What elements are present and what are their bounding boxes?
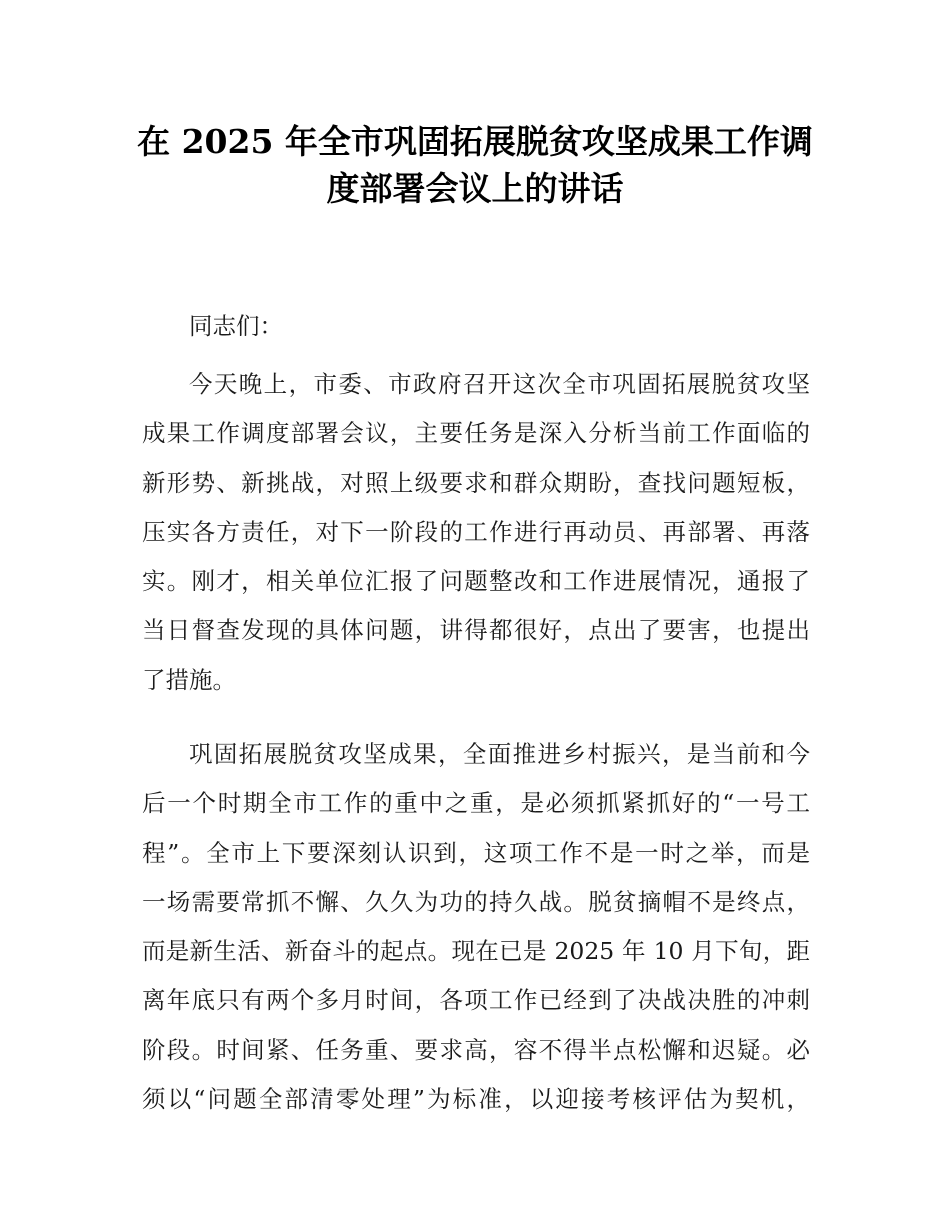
paragraph-line: 当日督查发现的具体问题，讲得都很好，点出了要害，也提出 xyxy=(142,616,810,645)
paragraph-line: 了措施。 xyxy=(142,665,236,694)
paragraph-line: 成果工作调度部署会议，主要任务是深入分析当前工作面临的 xyxy=(142,419,810,448)
paragraph-line: 压实各方责任，对下一阶段的工作进行再动员、再部署、再落 xyxy=(142,517,810,546)
paragraph-line: 新形势、新挑战，对照上级要求和群众期盼，查找问题短板， xyxy=(142,468,810,497)
title-line: 在 2025 年全市巩固拓展脱贫攻坚成果工作调 xyxy=(137,122,813,161)
paragraph-line: 离年底只有两个多月时间，各项工作已经到了决战决胜的冲刺 xyxy=(142,986,810,1015)
paragraph-line: 后一个时期全市工作的重中之重，是必须抓紧抓好的“一号工 xyxy=(142,789,810,818)
title-line: 度部署会议上的讲话 xyxy=(326,169,624,208)
document-title xyxy=(130,118,820,212)
paragraph-line: 程”。全市上下要深刻认识到，这项工作不是一时之举，而是 xyxy=(142,838,810,867)
paragraph-line: 今天晚上，市委、市政府召开这次全市巩固拓展脱贫攻坚 xyxy=(189,370,810,398)
salutation-text: 同志们： xyxy=(189,312,283,340)
paragraph-line: 巩固拓展脱贫攻坚成果，全面推进乡村振兴，是当前和今 xyxy=(189,740,810,768)
paragraph-1 xyxy=(142,360,810,705)
paragraph-line: 须以“问题全部清零处理”为标准，以迎接考核评估为契机， xyxy=(142,1085,810,1114)
paragraph-line: 而是新生活、新奋斗的起点。现在已是 2025 年 10 月下旬，距 xyxy=(142,937,810,966)
paragraph-2 xyxy=(142,730,810,1124)
paragraph-line: 实。刚才，相关单位汇报了问题整改和工作进展情况，通报了 xyxy=(142,567,810,596)
paragraph-line: 一场需要常抓不懈、久久为功的持久战。脱贫摘帽不是终点， xyxy=(142,887,810,916)
paragraph-line: 阶段。时间紧、任务重、要求高，容不得半点松懈和迟疑。必 xyxy=(142,1035,810,1064)
salutation xyxy=(142,302,810,351)
